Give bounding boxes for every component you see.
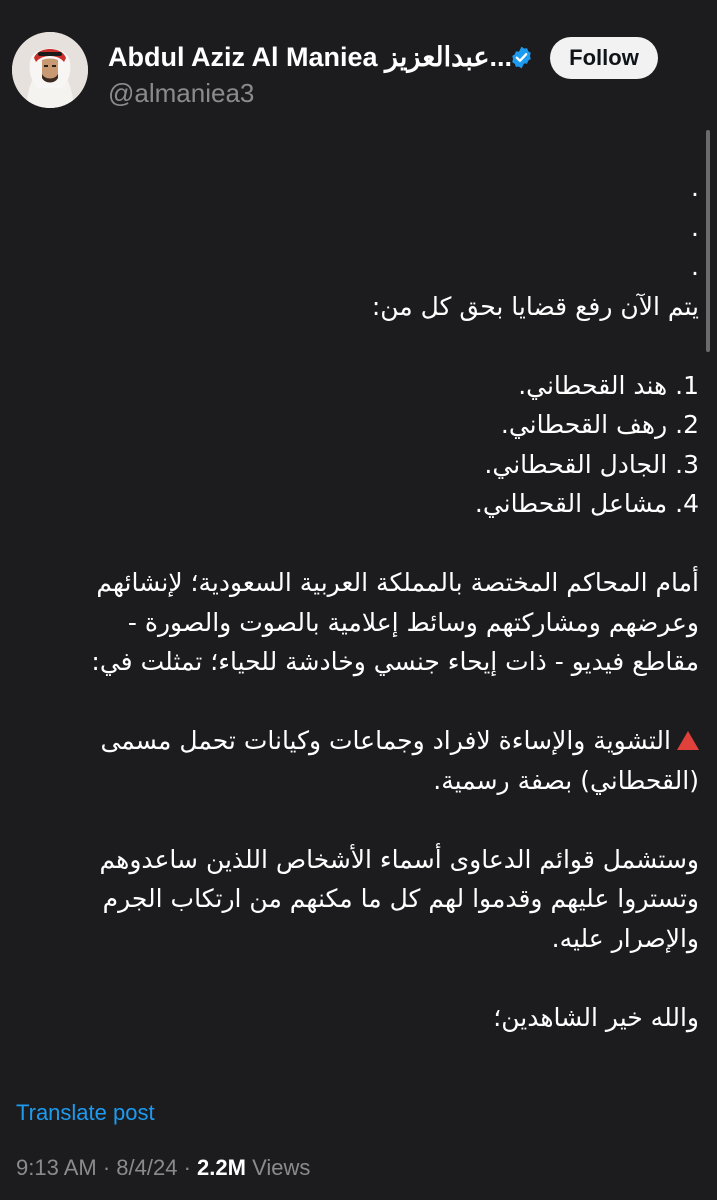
profile-photo-icon xyxy=(12,32,88,108)
paragraph-line: وعرضهم ومشاركتهم وسائط إعلامية بالصوت والصورة - xyxy=(127,607,699,637)
post-intro: يتم الآن رفع قضايا بحق كل من: xyxy=(371,291,699,321)
paragraph-line: أمام المحاكم المختصة بالمملكة العربية السعودية؛ لإنشائهم xyxy=(96,568,699,597)
list-item: 4. مشاعل القحطاني. xyxy=(474,489,699,518)
list-item: 3. الجادل القحطاني. xyxy=(484,449,699,479)
dot-line: . xyxy=(691,212,699,242)
post-date[interactable]: 8/4/24 xyxy=(116,1155,178,1180)
views-label: Views xyxy=(252,1155,311,1180)
paragraph-line: وستشمل قوائم الدعاوى أسماء الأشخاص اللذين ساعدوهم xyxy=(99,844,699,874)
follow-button[interactable]: Follow xyxy=(550,37,658,79)
meta-separator: · xyxy=(183,1155,191,1180)
author-display-name[interactable]: Abdul Aziz Al Maniea عبدالعزيز... xyxy=(108,42,513,72)
post-header xyxy=(0,0,717,120)
scrollbar[interactable] xyxy=(706,130,710,352)
closing-line: والله خير الشاهدين؛ xyxy=(493,1002,699,1032)
paragraph-text: التشوية والإساءة لافراد وجماعات وكيانات تحمل مسمى xyxy=(100,726,671,755)
paragraph-line: (القحطاني) بصفة رسمية. xyxy=(433,765,699,795)
list-item: 1. هند القحطاني. xyxy=(518,370,699,400)
list-item: 2. رهف القحطاني. xyxy=(500,410,699,439)
author-handle[interactable]: @almaniea3 xyxy=(108,78,255,108)
paragraph-line: وتستروا عليهم وقدموا لهم كل ما مكنهم من ارتكاب الجرم xyxy=(102,884,699,913)
post-time[interactable]: 9:13 AM xyxy=(16,1155,97,1180)
post-metadata xyxy=(16,1155,310,1181)
avatar[interactable] xyxy=(12,32,88,108)
dot-line: . xyxy=(691,252,699,281)
dot-line: . xyxy=(691,173,699,202)
post-text xyxy=(9,168,699,1037)
meta-separator: · xyxy=(102,1155,111,1180)
warning-paragraph-line xyxy=(9,721,699,761)
paragraph-line: والإصرار عليه. xyxy=(551,923,699,953)
verified-badge-icon xyxy=(509,45,534,70)
translate-post-link[interactable]: Translate post xyxy=(16,1100,155,1125)
red-triangle-icon xyxy=(677,731,699,750)
paragraph-line: مقاطع فيديو - ذات إيحاء جنسي وخادشة للحياء؛ تمثلت في: xyxy=(91,647,699,676)
views-count: 2.2M xyxy=(197,1155,246,1180)
